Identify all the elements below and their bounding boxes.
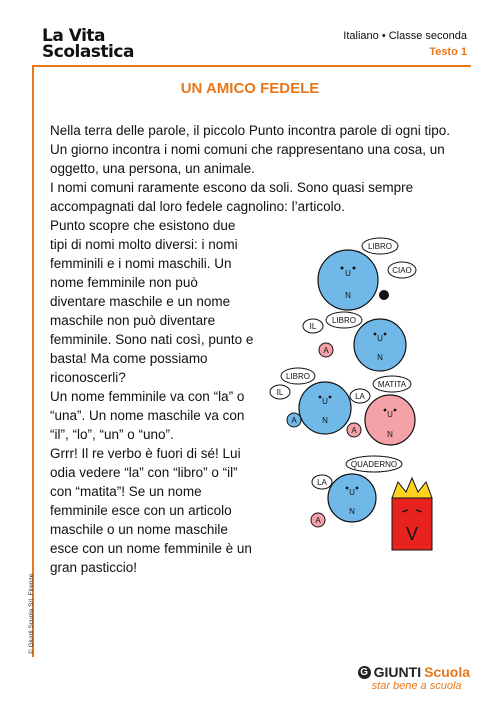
article-character — [311, 513, 325, 527]
n-letter: N — [377, 353, 383, 362]
a-letter: A — [351, 426, 357, 435]
story-paragraph: Un nome femminile va con “la” o “una”. Un nome maschile va con “il”, “lo”, “un” o “uno”. — [50, 389, 245, 442]
masculine-noun-character — [328, 474, 376, 522]
u-letter: U — [387, 410, 393, 419]
n-letter: N — [322, 416, 328, 425]
smiley-icon — [379, 290, 389, 300]
u-letter: U — [377, 334, 383, 343]
speech-balloon — [303, 319, 323, 333]
logo-line1: La Vita — [42, 26, 106, 46]
speech-balloon — [350, 389, 370, 403]
balloon-text: IL — [309, 322, 317, 331]
header-info — [343, 28, 467, 60]
story-paragraph: Punto scopre che esistono due tipi di nomi molto diversi: i nomi femminili e i nomi maschili. Un nome femminile non può diventare maschile e un nome maschile non può diventare femminile. Sono nati così, punto e basta! Ma come possiamo riconoscerli? — [50, 218, 254, 385]
balloon-text: QUADERNO — [350, 460, 398, 469]
u-letter: U — [345, 269, 351, 278]
u-letter: U — [349, 488, 355, 497]
n-letter: N — [387, 430, 393, 439]
article-character — [287, 413, 301, 427]
balloon-text: IL — [276, 388, 284, 397]
king-verb-character — [392, 478, 432, 550]
balloon-text: MATITA — [377, 380, 407, 389]
a-letter: A — [291, 416, 297, 425]
speech-balloon — [388, 262, 416, 278]
test-label: Testo 1 — [429, 46, 467, 58]
masculine-noun-character — [354, 319, 406, 371]
publisher-brand — [358, 664, 470, 692]
subject-label: Italiano • Classe seconda — [343, 30, 467, 42]
copyright-note: © Giunti Scuola Srl, Firenze — [28, 573, 35, 654]
nouns-illustration — [260, 230, 460, 560]
a-letter: A — [315, 516, 321, 525]
n-letter: N — [349, 507, 355, 516]
a-letter: A — [323, 346, 329, 355]
speech-balloon — [346, 456, 402, 472]
balloon-text: LA — [317, 478, 327, 487]
speech-balloon — [373, 376, 411, 392]
speech-balloon — [326, 312, 362, 328]
feminine-noun-character — [365, 395, 415, 445]
balloon-text: LA — [355, 392, 365, 401]
page-title: UN AMICO FEDELE — [180, 80, 320, 97]
brand-giunti: GIUNTI — [373, 664, 422, 680]
intro-paragraph: I nomi comuni raramente escono da soli. Sono quasi sempre accompagnati dal loro fedele cagnolino: l’articolo. — [50, 180, 414, 214]
brand-scuola: Scuola — [424, 664, 470, 680]
balloon-text: LIBRO — [367, 242, 393, 251]
giunti-g-icon: G — [358, 666, 371, 679]
speech-balloon — [270, 385, 290, 399]
intro-paragraph: Nella terra delle parole, il piccolo Punto incontra parole di ogni tipo. Un giorno incontra i nomi comuni che rappresentano una cosa, un oggetto, una persona, un animale. — [50, 123, 450, 176]
intro-text — [50, 121, 465, 216]
article-character — [319, 343, 333, 357]
u-letter: U — [322, 397, 328, 406]
balloon-text: LIBRO — [285, 372, 311, 381]
balloon-text: LIBRO — [331, 316, 357, 325]
story-paragraph: Grrr! Il re verbo è fuori di sé! Lui odia vedere “la” con “libro” o “il” con “matita”! Se un nome femminile esce con un articolo maschile o un nome maschile esce con un nome femminile è un gran pasticcio! — [50, 446, 252, 575]
speech-balloon — [312, 475, 332, 489]
story-column — [50, 216, 255, 577]
masculine-noun-character — [299, 382, 351, 434]
magazine-logo — [42, 28, 134, 60]
masculine-noun-character — [318, 250, 378, 310]
balloon-text: CIAO — [392, 266, 412, 275]
logo-line2: Scolastica — [42, 42, 134, 62]
speech-balloon — [281, 368, 315, 384]
brand-slogan: star bene a scuola — [371, 680, 462, 692]
n-letter: N — [345, 291, 351, 300]
speech-balloon — [362, 238, 398, 254]
v-letter: V — [405, 524, 419, 544]
article-character — [347, 423, 361, 437]
